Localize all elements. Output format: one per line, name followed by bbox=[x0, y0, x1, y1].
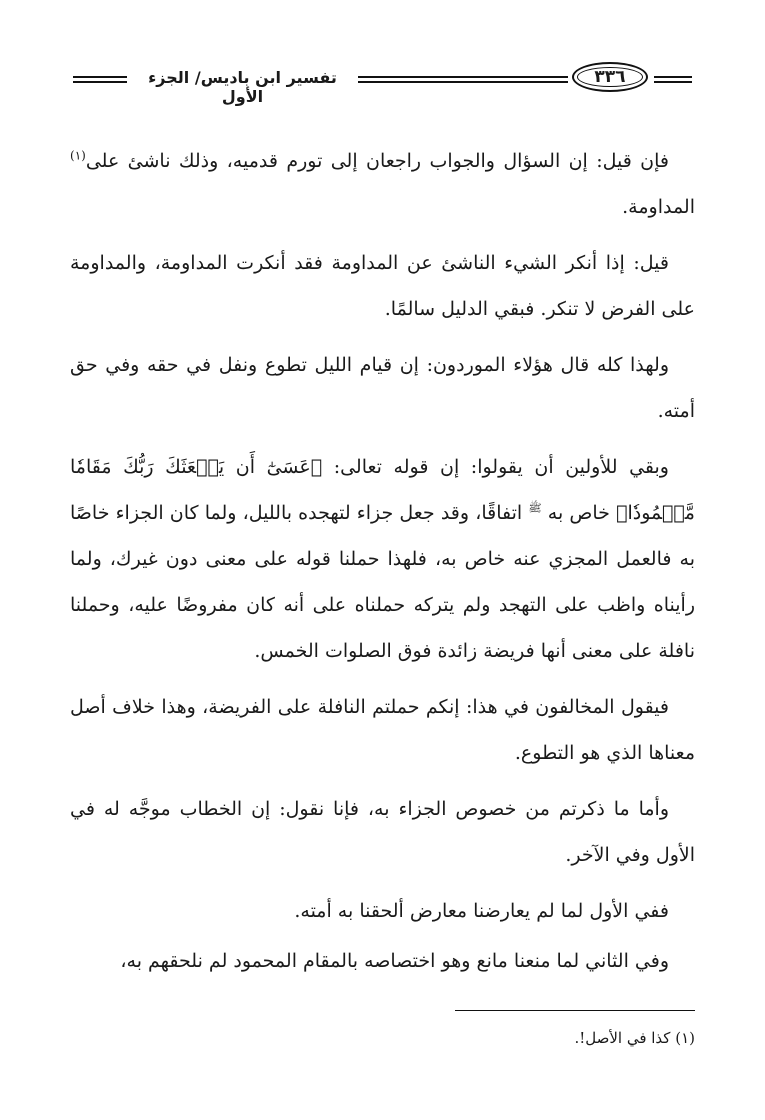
paragraph: قيل: إذا أنكر الشيء الناشئ عن المداومة فقد أنكرت المداومة، والمداومة على الفرض لا تنكر. فبقي الدليل سالمًا. bbox=[70, 252, 695, 320]
paragraph: ولهذا كله قال هؤلاء الموردون: إن قيام الليل تطوع ونفل في حقه وفي حق أمته. bbox=[70, 354, 695, 422]
paragraph: وفي الثاني لما منعنا مانع وهو اختصاصه بالمقام المحمود لم نلحقهم به، bbox=[120, 950, 669, 972]
main-text bbox=[70, 138, 695, 988]
footnote: (١) كذا في الأصل!. bbox=[574, 1029, 695, 1047]
page-number-oval bbox=[572, 62, 648, 92]
header-rule-middle bbox=[358, 76, 568, 83]
paragraph-text: وبقي للأولين أن يقولوا: إن قوله تعالى: bbox=[322, 456, 669, 478]
running-header bbox=[0, 60, 765, 106]
footnote-divider bbox=[455, 1010, 695, 1011]
paragraph-text: فإن قيل: إن السؤال والجواب راجعان إلى تورم قدميه، وذلك ناشئ على bbox=[85, 150, 669, 172]
paragraph-text: المداومة. bbox=[622, 196, 695, 218]
paragraph bbox=[70, 138, 695, 230]
paragraph-text: خاص به bbox=[541, 502, 617, 524]
header-rule-right bbox=[654, 76, 692, 83]
quran-verse: ﴿عَسَىٰٓ أَن يَبۡعَثَكَ رَبُّكَ مَقَامٗا مَّحۡمُودٗا﴾ bbox=[70, 456, 695, 524]
paragraph: فيقول المخالفون في هذا: إنكم حملتم النافلة على الفريضة، وهذا خلاف أصل معناها الذي هو التطوع. bbox=[70, 696, 695, 764]
paragraph: ففي الأول لما لم يعارضنا معارض ألحقنا به أمته. bbox=[294, 900, 669, 922]
header-rule-left bbox=[73, 76, 127, 83]
paragraph bbox=[70, 444, 695, 674]
honorific-symbol: ﷺ bbox=[528, 501, 542, 515]
page-number: ٣٣٦ bbox=[594, 67, 626, 87]
footnote-marker: (١) bbox=[70, 148, 86, 163]
paragraph: وأما ما ذكرتم من خصوص الجزاء به، فإنا نقول: إن الخطاب موجَّه له في الأول وفي الآخر. bbox=[70, 798, 695, 866]
paragraph-text: اتفاقًا، وقد جعل جزاء لتهجده بالليل، ولما كان الجزاء خاصًا به فالعمل المجزي عنه خاص به، فلهذا حملنا قوله على معنى دون غيرك، ولما رأيناه واظب على التهجد ولم يتركه حملناه على أنه كان مفروضًا عليه، وحملنا نافلة على معنى أنها فريضة زائدة فوق الصلوات الخمس. bbox=[70, 502, 695, 662]
running-title: تفسير ابن باديس/ الجزء الأول bbox=[148, 68, 337, 106]
